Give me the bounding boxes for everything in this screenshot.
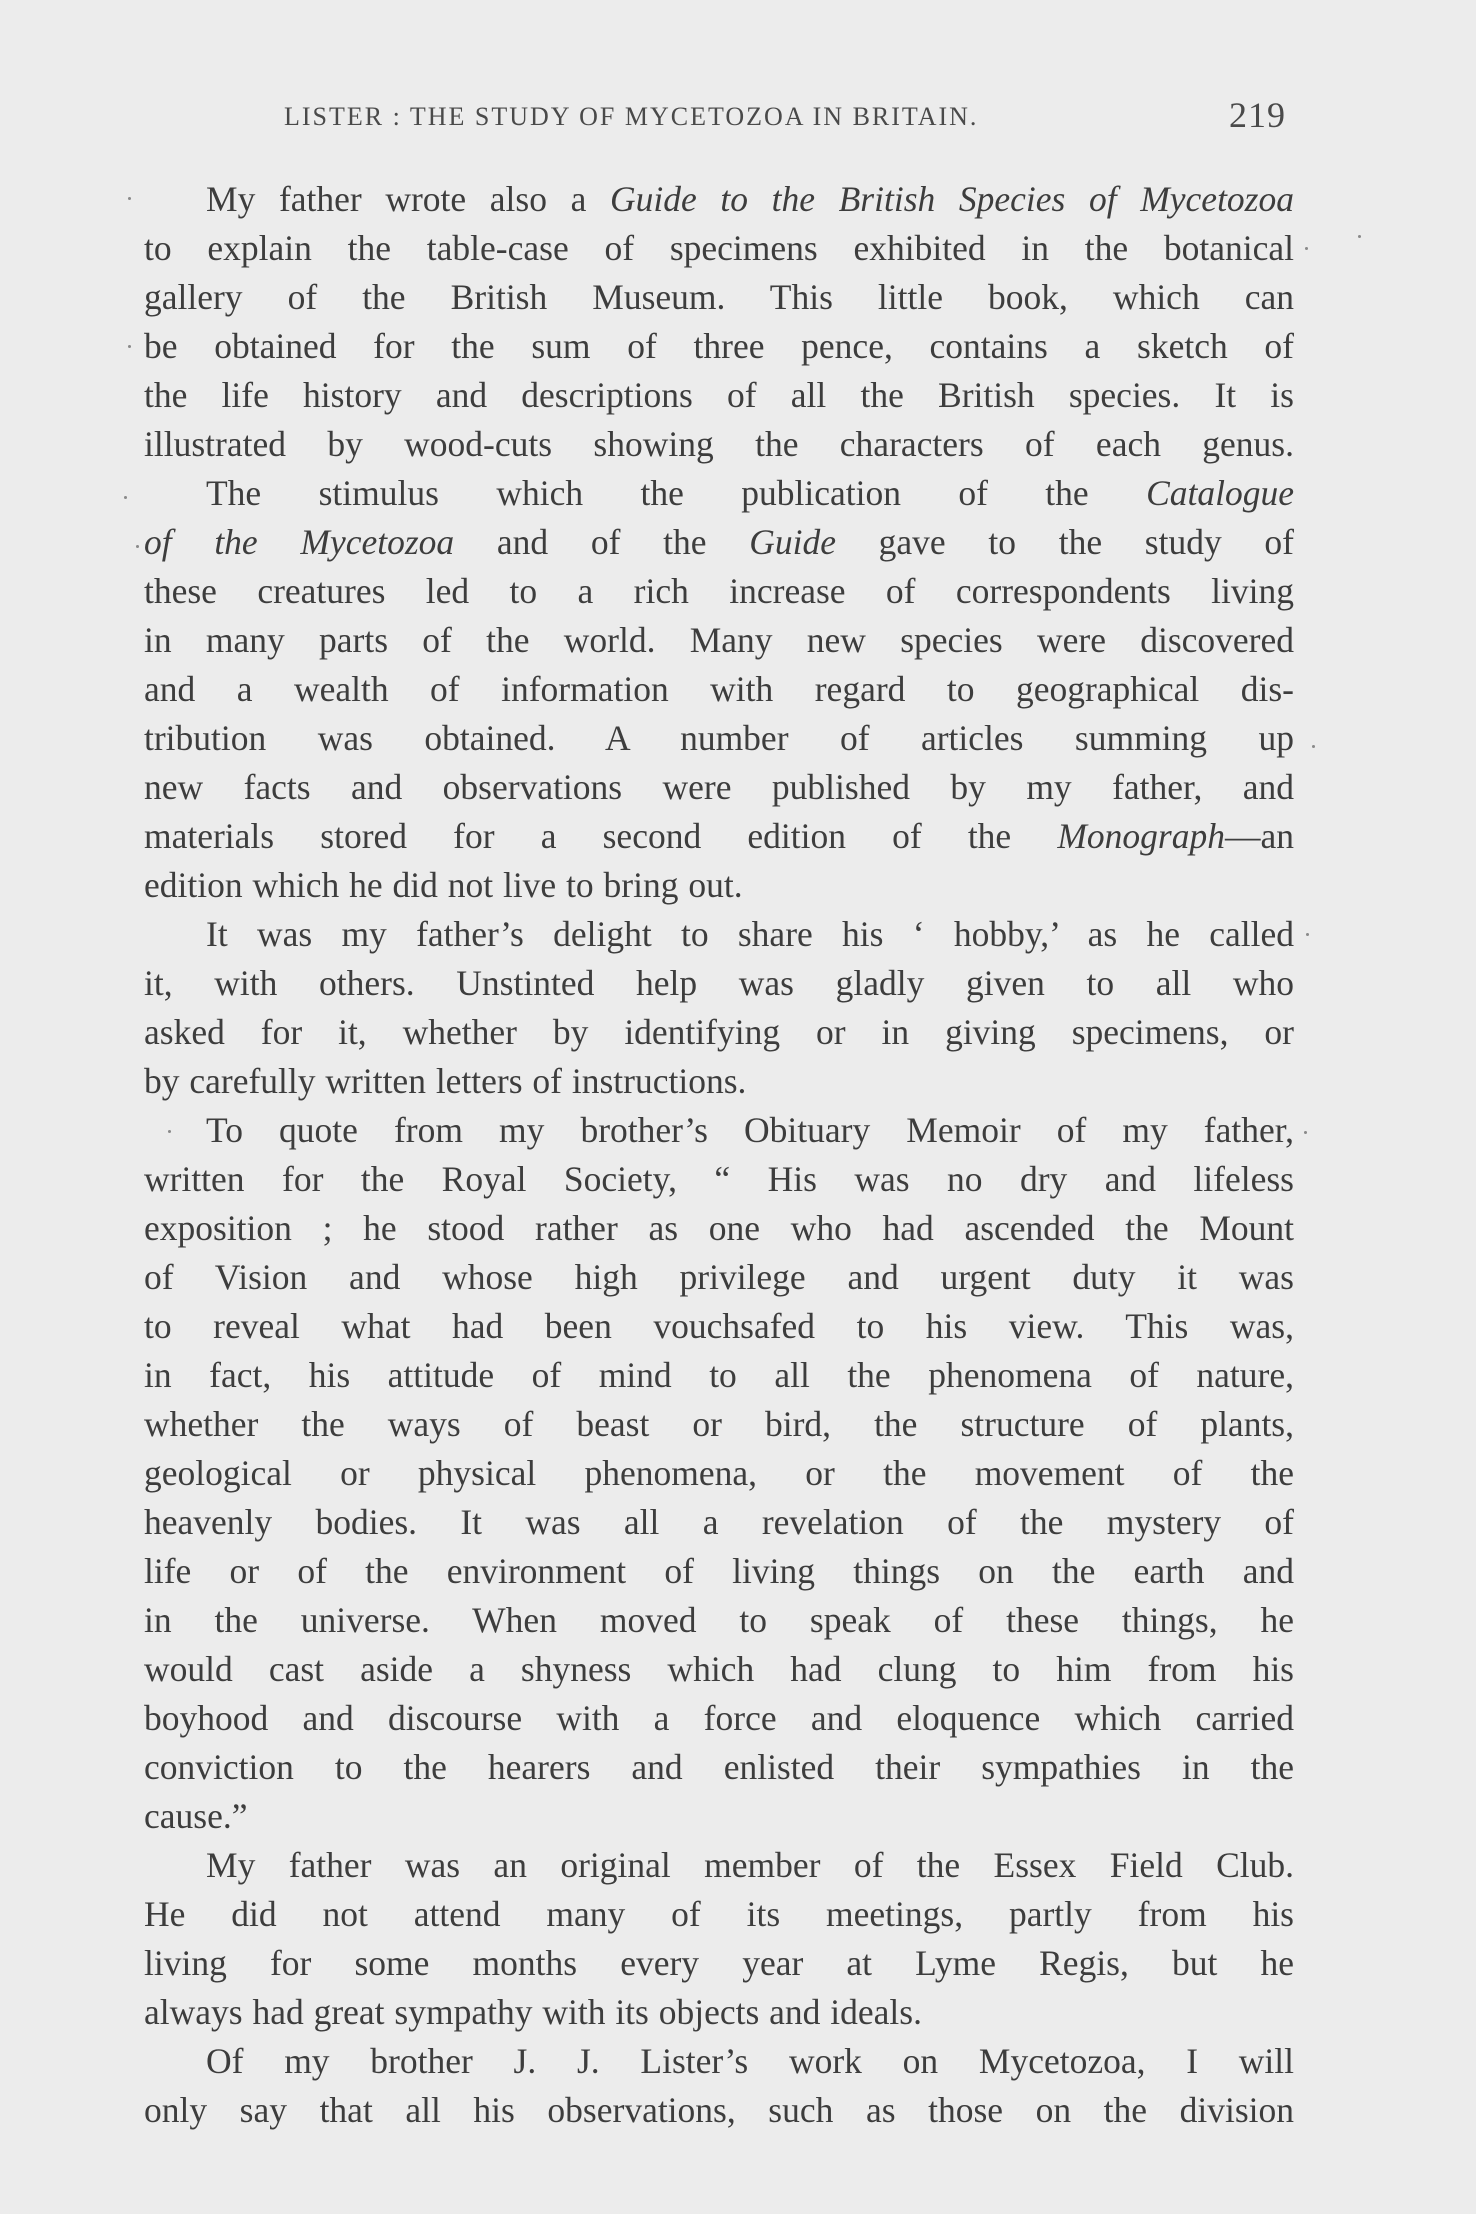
text-line — [144, 175, 1294, 224]
line-text: Of my brother J. J. Lister’s work on Mycetozoa, I will — [206, 2041, 1294, 2081]
text-line — [144, 469, 1294, 518]
line-text: materials stored for a second edition of the — [144, 816, 1058, 856]
running-head — [284, 88, 1314, 140]
line-text: only say that all his observations, such as those on the division — [144, 2090, 1294, 2130]
line-text: by carefully written letters of instructions. — [144, 1061, 747, 1101]
text-line — [144, 371, 1294, 420]
line-text: these creatures led to a rich increase of correspondents living — [144, 571, 1294, 611]
text-line — [144, 861, 1294, 910]
scan-speck — [128, 345, 131, 348]
text-line — [144, 1743, 1294, 1792]
text-line — [144, 1449, 1294, 1498]
line-text: conviction to the hearers and enlisted their sympathies in the — [144, 1747, 1294, 1787]
text-line — [144, 1645, 1294, 1694]
line-text: gallery of the British Museum. This little book, which can — [144, 277, 1294, 317]
text-line — [144, 1792, 1294, 1841]
scan-speck — [136, 545, 139, 548]
line-text: in many parts of the world. Many new species were discovered — [144, 620, 1294, 660]
line-text: heavenly bodies. It was all a revelation of the mystery of — [144, 1502, 1294, 1542]
text-line — [144, 1988, 1294, 2037]
line-text: would cast aside a shyness which had clung to him from his — [144, 1649, 1294, 1689]
scan-speck — [128, 197, 131, 200]
line-text: My father was an original member of the Essex Field Club. — [206, 1845, 1294, 1885]
line-text: asked for it, whether by identifying or in giving specimens, or — [144, 1012, 1294, 1052]
text-line — [144, 1400, 1294, 1449]
italic-title: Guide to the British Species of Mycetozoa — [610, 179, 1294, 219]
text-line — [144, 1008, 1294, 1057]
line-text: exposition ; he stood rather as one who had ascended the Mount — [144, 1208, 1294, 1248]
text-line — [144, 1498, 1294, 1547]
line-text: illustrated by wood-cuts showing the characters of each genus. — [144, 424, 1294, 464]
line-text: the life history and descriptions of all the British species. It is — [144, 375, 1294, 415]
line-text: be obtained for the sum of three pence, contains a sketch of — [144, 326, 1294, 366]
italic-title: Monograph — [1057, 816, 1225, 856]
line-text: It was my father’s delight to share his ‘ hobby,’ as he called — [206, 914, 1294, 954]
scan-speck — [124, 496, 127, 499]
text-line — [144, 665, 1294, 714]
line-text: —an — [1224, 816, 1294, 856]
line-text: and a wealth of information with regard to geographical dis- — [144, 669, 1294, 709]
text-line — [144, 1939, 1294, 1988]
text-line — [144, 1547, 1294, 1596]
line-text: in fact, his attitude of mind to all the phenomena of nature, — [144, 1355, 1294, 1395]
line-text: gave to the study of — [835, 522, 1294, 562]
scan-speck — [1312, 745, 1315, 748]
text-line — [144, 812, 1294, 861]
text-line — [144, 1890, 1294, 1939]
text-line — [144, 1057, 1294, 1106]
scan-speck — [1306, 933, 1309, 936]
italic-title: Guide — [749, 522, 836, 562]
line-text: whether the ways of beast or bird, the structure of plants, — [144, 1404, 1294, 1444]
text-line — [144, 763, 1294, 812]
line-text: to reveal what had been vouchsafed to his view. This was, — [144, 1306, 1294, 1346]
line-text: it, with others. Unstinted help was gladly given to all who — [144, 963, 1294, 1003]
text-line — [144, 1351, 1294, 1400]
line-text: boyhood and discourse with a force and eloquence which carried — [144, 1698, 1294, 1738]
scan-speck — [168, 1130, 171, 1133]
text-line — [144, 420, 1294, 469]
text-line — [144, 322, 1294, 371]
line-text: in the universe. When moved to speak of these things, he — [144, 1600, 1294, 1640]
text-line — [144, 616, 1294, 665]
scan-speck — [1305, 247, 1308, 250]
text-line — [144, 224, 1294, 273]
line-text: new facts and observations were published by my father, and — [144, 767, 1294, 807]
line-text: edition which he did not live to bring out. — [144, 865, 743, 905]
line-text: tribution was obtained. A number of articles summing up — [144, 718, 1294, 758]
line-text: He did not attend many of its meetings, partly from his — [144, 1894, 1294, 1934]
italic-title: of the Mycetozoa — [144, 522, 455, 562]
line-text: My father wrote also a — [206, 179, 610, 219]
text-line — [144, 1155, 1294, 1204]
text-line — [144, 2086, 1294, 2135]
line-text: of Vision and whose high privilege and urgent duty it was — [144, 1257, 1294, 1297]
line-text: always had great sympathy with its objects and ideals. — [144, 1992, 922, 2032]
italic-title: Catalogue — [1146, 473, 1294, 513]
text-line — [144, 959, 1294, 1008]
line-text: to explain the table-case of specimens exhibited in the botanical — [144, 228, 1294, 268]
line-text: To quote from my brother’s Obituary Memoir of my father, — [206, 1110, 1294, 1150]
text-line — [144, 1694, 1294, 1743]
line-text: written for the Royal Society, “ His was no dry and lifeless — [144, 1159, 1294, 1199]
text-line — [144, 1302, 1294, 1351]
text-line — [144, 2037, 1294, 2086]
line-text: living for some months every year at Lyme Regis, but he — [144, 1943, 1294, 1983]
text-line — [144, 567, 1294, 616]
line-text: life or of the environment of living things on the earth and — [144, 1551, 1294, 1591]
line-text: geological or physical phenomena, or the movement of the — [144, 1453, 1294, 1493]
scan-speck — [1358, 235, 1361, 238]
text-line — [144, 1204, 1294, 1253]
page-number: 219 — [1229, 95, 1286, 135]
line-text: The stimulus which the publication of the — [206, 473, 1147, 513]
text-line — [144, 714, 1294, 763]
text-line — [144, 518, 1294, 567]
scan-speck — [1304, 1131, 1307, 1134]
text-line — [144, 273, 1294, 322]
text-line — [144, 1253, 1294, 1302]
text-line — [144, 1596, 1294, 1645]
running-head-title: LISTER : THE STUDY OF MYCETOZOA IN BRITAIN. — [284, 102, 979, 131]
text-line — [144, 910, 1294, 959]
text-line — [144, 1106, 1294, 1155]
text-line — [144, 1841, 1294, 1890]
body-text — [144, 175, 1294, 2135]
line-text: cause.” — [144, 1796, 248, 1836]
line-text: and of the — [454, 522, 750, 562]
